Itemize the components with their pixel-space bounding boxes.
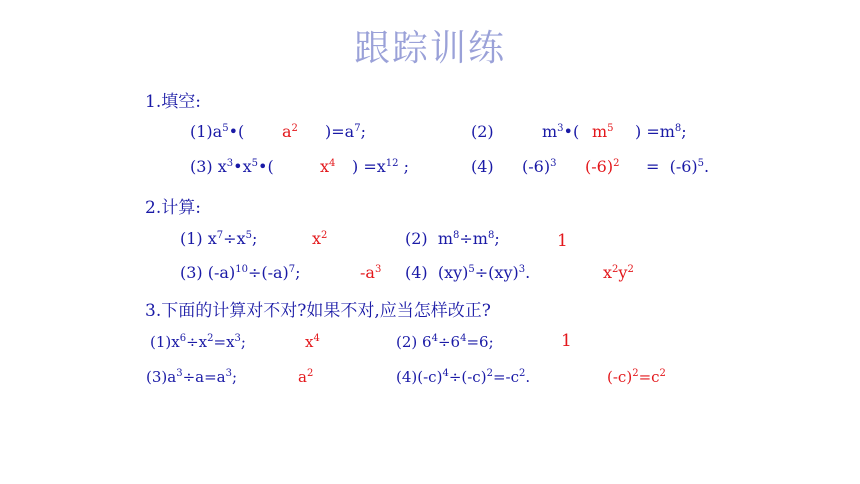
s3-item3-question: $(3)a^3\div a=a^3$; [146, 368, 238, 386]
s1-item2-question: $m^3•$( [542, 122, 580, 141]
s1-item3-question: (3) $x^3•x^5•$( [190, 157, 274, 176]
s3-item3-answer: $a^2$ [298, 368, 314, 386]
s1-item4-result: = $(-6)^5$. [646, 157, 710, 176]
s1-item3-suffix: ) $=x^{12}$ ; [352, 157, 409, 176]
s3-item4-question: $(4)(-c)^4\div(-c)^2=-c^2$. [396, 368, 531, 386]
s3-item4-answer: $(-c)^2=c^2$ [607, 368, 666, 386]
s1-item2-answer: $m^5$ [592, 122, 614, 141]
s1-item4-question: $(-6)^3$ [522, 157, 557, 176]
s1-item4-answer: $(-6)^2$ [585, 157, 620, 176]
s1-item4-label: (4) [471, 157, 494, 176]
s3-item1-question: $(1)x^6\div x^2=x^3$; [150, 333, 246, 351]
section1-heading: 1.填空: [145, 92, 201, 112]
s1-item2-label: (2) [471, 122, 494, 141]
s3-item2-answer: 1 [561, 331, 572, 351]
s1-item1-question: $(1)a^5•$( [190, 122, 245, 141]
s1-item1-suffix: )$=a^7$; [325, 122, 366, 141]
s2-item3-question: (3) $(-a)^{10}\div(-a)^7$; [180, 263, 301, 282]
s3-item2-question: (2) $6^4\div 6^4=6$; [396, 333, 494, 351]
s2-item4-answer: $x^2y^2$ [603, 263, 634, 282]
s2-item1-answer: $x^2$ [312, 229, 328, 248]
slide-title: 跟踪训练 [353, 28, 506, 69]
section3-heading: 3.下面的计算对不对?如果不对,应当怎样改正? [145, 301, 491, 321]
s2-item4-question: (4) (xy)$^5$÷(xy)$^3$. [405, 263, 531, 282]
s1-item2-suffix: ) $=m^8$; [635, 122, 687, 141]
s2-item1-question: (1) $x^7\div x^5$; [180, 229, 258, 248]
s1-item3-answer: $x^4$ [320, 157, 336, 176]
s2-item2-question: (2) $m^8\div m^8$; [405, 229, 500, 248]
s3-item1-answer: $x^4$ [305, 333, 320, 351]
section2-heading: 2.计算: [145, 198, 201, 218]
s1-item1-answer: $a^2$ [282, 122, 298, 141]
s2-item2-answer: 1 [557, 231, 568, 251]
s2-item3-answer: $-a^3$ [360, 263, 382, 282]
